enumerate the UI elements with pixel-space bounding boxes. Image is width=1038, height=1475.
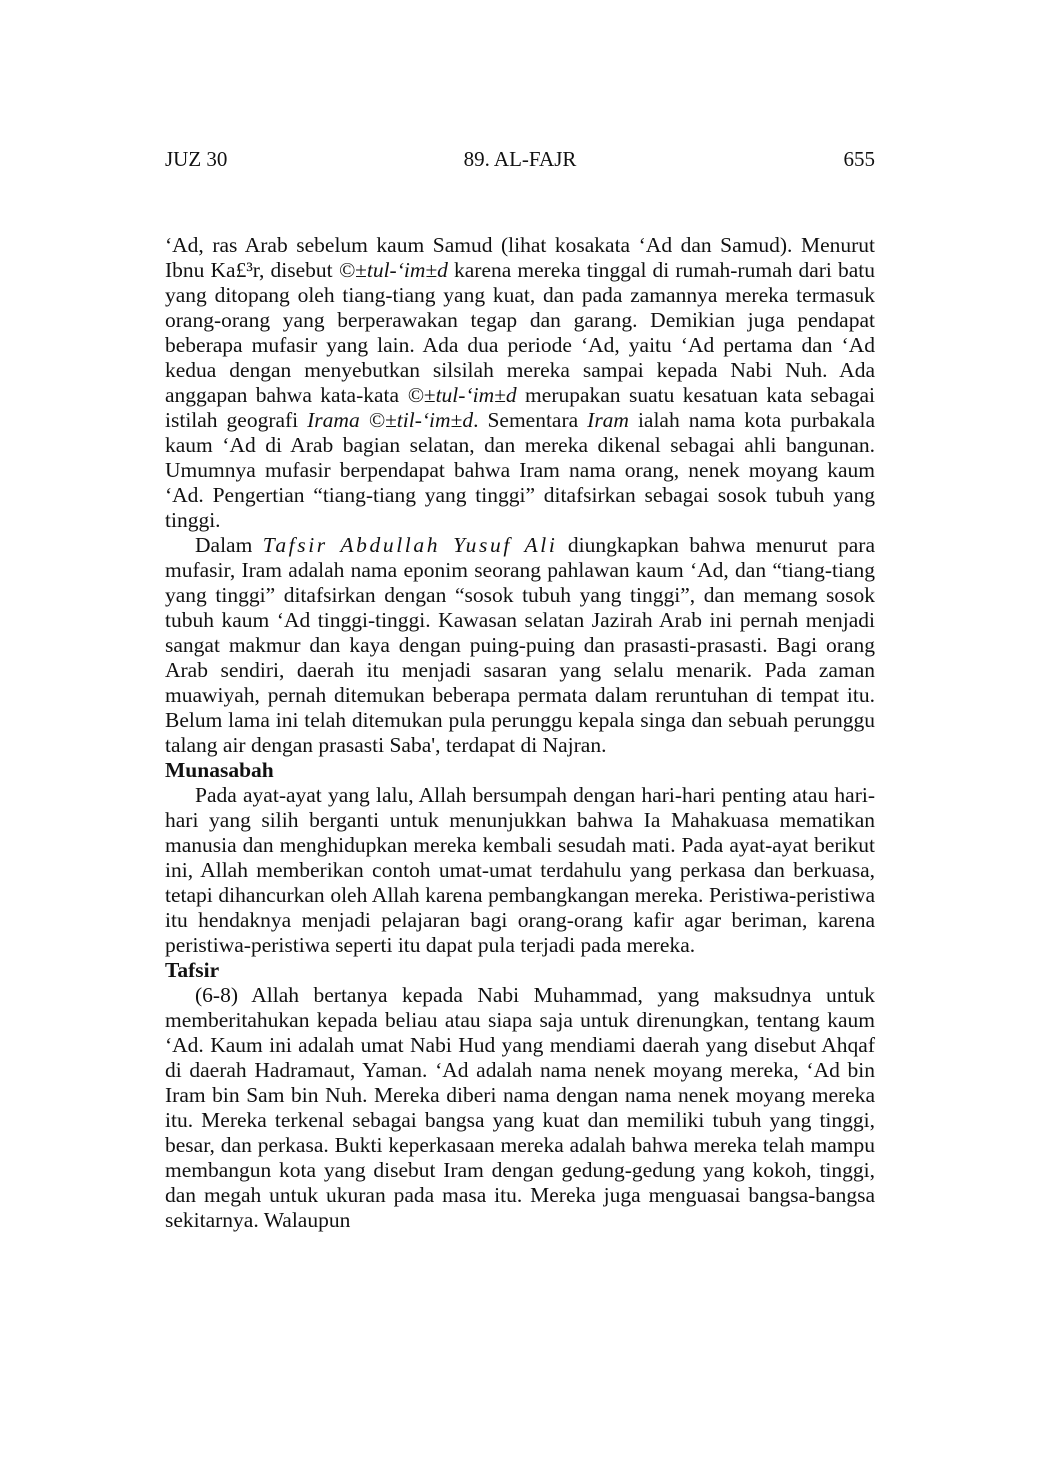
italic-term: ©±tul-‘im±d [338, 258, 448, 282]
text-run: . Sementara [473, 408, 588, 432]
munasabah-heading: Munasabah [165, 758, 274, 782]
page-header [165, 146, 875, 172]
italic-term: ©±tul-‘im±d [407, 383, 517, 407]
page-body [165, 233, 875, 1233]
paragraph-ad [165, 233, 875, 533]
text-run: merupakan suatu kesatuan kata sebagai istilah geografi [165, 383, 875, 432]
book-title: Tafsir Abdullah Yusuf Ali [262, 533, 558, 557]
text-run: ialah nama kota purbakala kaum ‘Ad di Arab bagian selatan, dan mereka dikenal sebagai ahli bangunan. Umumnya mufasir berpendapat bahwa Iram nama orang, nenek moyang kaum ‘Ad. Pengertian “tiang-tiang yang tinggi” ditafsirkan sebagai sosok tubuh yang tinggi. [165, 408, 875, 532]
italic-term: Irama ©±til-‘im±d [307, 408, 474, 432]
munasabah-paragraph: Pada ayat-ayat yang lalu, Allah bersumpah dengan hari-hari penting atau hari-hari yang silih berganti untuk menunjukkan bahwa Ia Mahakuasa mematikan manusia dan menghidupkan mereka kembali sesudah mati. Pada ayat-ayat berikut ini, Allah memberikan contoh umat-umat terdahulu yang perkasa dan berkuasa, tetapi dihancurkan oleh Allah karena pembangkangan mereka. Peristiwa-peristiwa itu hendaknya menjadi pelajaran bagi orang-orang kafir agar beriman, karena peristiwa-peristiwa seperti itu dapat pula terjadi pada mereka. [165, 783, 875, 957]
text-run: ‘Ad, ras Arab sebelum kaum Samud (lihat kosakata ‘Ad dan Samud). Menurut Ibnu Ka£³r, disebut [165, 233, 875, 282]
surah-title: 89. AL-FAJR [463, 147, 577, 171]
page-number: 655 [843, 147, 875, 171]
italic-term: Iram [587, 408, 629, 432]
paragraph-yusuf-ali [165, 533, 875, 758]
text-run: Dalam [195, 533, 263, 557]
juz-label: JUZ 30 [165, 147, 228, 171]
text-run: karena mereka tinggal di rumah-rumah dari batu yang ditopang oleh tiang-tiang yang kuat, dan pada zamannya mereka termasuk orang-orang yang berperawakan tegap dan garang. Demikian juga pendapat beberapa mufasir yang lain. Ada dua periode ‘Ad, yaitu ‘Ad pertama dan ‘Ad kedua dengan menyebutkan silsilah mereka sampai kepada Nabi Nuh. Ada anggapan bahwa kata-kata [165, 258, 875, 407]
tafsir-paragraph: (6-8) Allah bertanya kepada Nabi Muhammad, yang maksudnya untuk memberitahukan kepada beliau atau siapa saja untuk direnungkan, tentang kaum ‘Ad. Kaum ini adalah umat Nabi Hud yang mendiami daerah yang disebut Ahqaf di daerah Hadramaut, Yaman. ‘Ad adalah nama nenek moyang mereka, ‘Ad bin Iram bin Sam bin Nuh. Mereka diberi nama dengan nama nenek moyang mereka itu. Mereka terkenal sebagai bangsa yang kuat dan memiliki tubuh yang tinggi, besar, dan perkasa. Bukti keperkasaan mereka adalah bahwa mereka telah mampu membangun kota yang disebut Iram dengan gedung-gedung yang kokoh, tinggi, dan megah untuk ukuran pada masa itu. Mereka juga menguasai bangsa-bangsa sekitarnya. Walaupun [165, 983, 875, 1232]
text-run: diungkapkan bahwa menurut para mufasir, Iram adalah nama eponim seorang pahlawan kaum ‘Ad, dan “tiang-tiang yang tinggi” ditafsirkan dengan “sosok tubuh yang tinggi”, dan memang sosok tubuh kaum ‘Ad tinggi-tinggi. Kawasan selatan Jazirah Arab ini pernah menjadi sangat makmur dan kaya dengan puing-puing dan prasasti-prasasti. Bagi orang Arab sendiri, daerah itu menjadi sasaran yang selalu menarik. Pada zaman muawiyah, pernah ditemukan beberapa permata dalam reruntuhan di tempat itu. Belum lama ini telah ditemukan pula perunggu kepala singa dan sebuah perunggu talang air dengan prasasti Saba', terdapat di Najran. [165, 533, 875, 757]
tafsir-heading: Tafsir [165, 958, 220, 982]
